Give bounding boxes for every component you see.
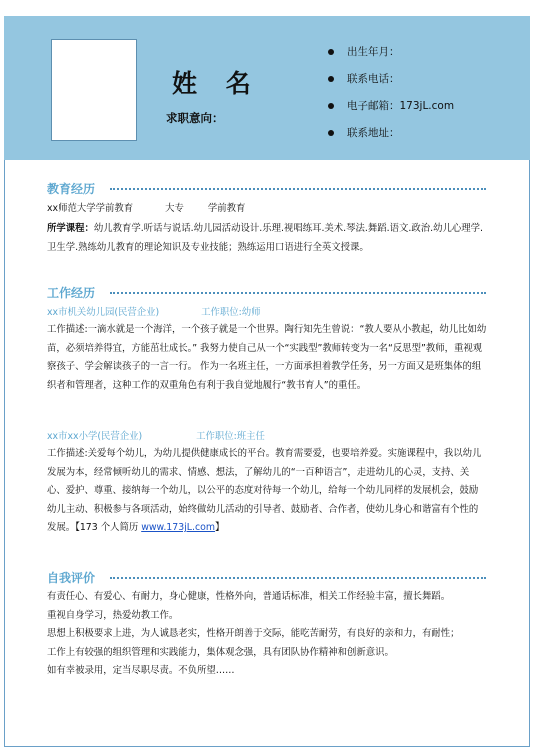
bullet-icon [328,49,334,55]
section-divider [110,292,486,294]
contact-item-email [328,98,454,125]
self-eval-line: 思想上积极要求上进，为人诚恳老实，性格开朗善于交际，能吃苦耐劳，有良好的亲和力，有耐性； [47,628,460,639]
job-1-company: xx市机关幼儿园(民营企业) [47,307,160,318]
footer-suffix: 】 [215,522,225,533]
candidate-name: 姓 名 [172,69,261,98]
footer-prefix: 【173 个人简历 [75,522,142,533]
courses-label: 所学课程： [47,223,94,234]
contact-item-phone [328,71,454,98]
job-2-header [47,428,265,442]
bullet-icon [328,103,334,109]
education-courses [47,220,487,257]
education-section-title: 教育经历 [47,182,96,196]
self-eval-line: 重视自身学习，热爱幼教工作。 [47,609,179,621]
section-divider [110,188,486,190]
contact-list [328,44,454,152]
work-section-title: 工作经历 [47,286,96,300]
courses-text: 幼儿教育学.听话与说话.幼儿园活动设计.乐理.视唱练耳.美术.琴法.舞蹈.语文.政治.幼儿心理学.卫生学.熟练幼儿教育的理论知识及专业技能；熟练运用口语进行全英文授课。 [47,223,483,253]
education-degree: 大专 [165,203,184,214]
education-major: 学前教育 [207,203,246,214]
job-2-position: 工作职位:班主任 [196,431,265,442]
objective-label: 求职意向： [166,111,224,125]
job-2-desc-text: 工作描述:关爱每个幼儿，为幼儿提供健康成长的平台。教育需要爱，也要培养爱。实施课程中，我以幼儿发展为本，经常倾听幼儿的需求、情感、想法，了解幼儿的“一百种语言”，走进幼儿的心灵，支持、关心、爱护、尊重、接纳每一个幼儿，以公平的态度对待每一个幼儿，给每一个幼儿同样的发展机会，鼓励幼儿主动、积极参与各项活动，始终做幼儿活动的引导者、鼓励者、合作者，使幼儿身心和谐富有个性的发展。 [47,448,482,533]
education-school-line [47,200,487,219]
self-eval-line: 工作上有较强的组织管理和实践能力，集体观念强，具有团队协作精神和创新意识。 [47,646,394,658]
section-divider [110,577,486,579]
job-1-description: 工作描述:一滴水就是一个海洋，一个孩子就是一个世界。陶行知先生曾说：“教人要从小教起，幼儿比如幼苗，必须培养得宜，方能茁壮成长。” 我努力使自己从一个“实践型”教师转变为一名“反思型”教师，重视观察孩子、学会解读孩子的一言一行。 作为一名班主任，一方面承担着教学任务，另一方面又是班集体的组织者和管理者，这种工作的双重角色有利于我自觉地履行“教书育人”的重任。 [47,324,487,391]
self-eval-text [47,588,487,681]
contact-email-label: 电子邮箱：173jL.com [347,100,455,112]
self-eval-line: 如有幸被录用，定当尽职尽责。不负所望…… [47,665,235,676]
self-eval-section-title: 自我评价 [47,571,96,585]
job-1-position: 工作职位:幼师 [201,307,261,318]
contact-item-address [328,125,454,152]
job-2-description [47,445,487,538]
job-2-company: xx市xx小学(民营企业) [47,431,143,442]
education-school: xx师范大学学前教育 [47,203,134,214]
contact-item-birth [328,44,454,71]
bullet-icon [328,130,334,136]
contact-phone-label: 联系电话： [347,73,400,85]
photo-placeholder[interactable] [51,39,137,141]
self-eval-line: 有责任心、有爱心、有耐力，身心健康，性格外向，普通话标准，相关工作经验丰富，擅长舞蹈。 [47,591,451,602]
website-link[interactable]: www.173jL.com [141,522,216,533]
contact-birth-label: 出生年月： [347,46,400,58]
contact-address-label: 联系地址： [347,127,400,139]
bullet-icon [328,76,334,82]
job-1-header [47,304,261,318]
